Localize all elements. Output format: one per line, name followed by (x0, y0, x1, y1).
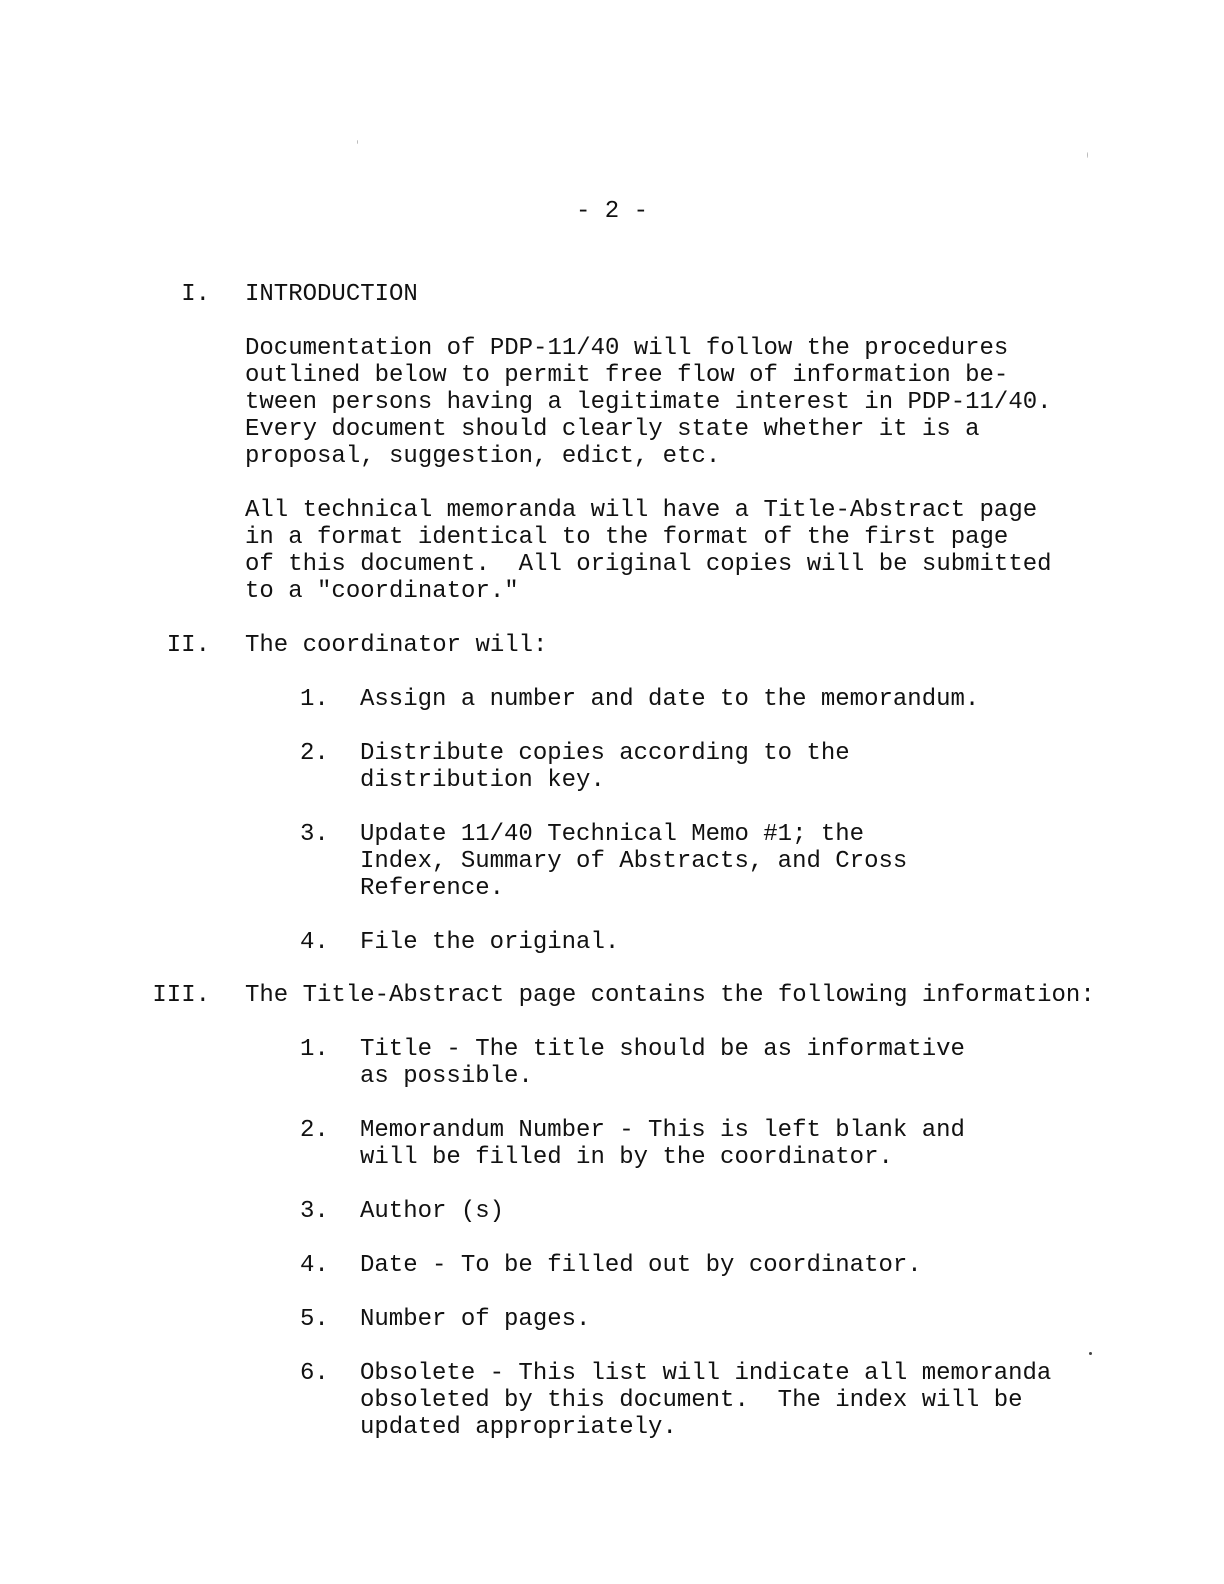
section-3-heading: The Title-Abstract page contains the following information: (245, 982, 1095, 1009)
paragraph-line: of this document. All original copies will be submitted (245, 551, 1052, 578)
paragraph-line: tween persons having a legitimate interest in PDP-11/40. (245, 389, 1052, 416)
list-item-text: Assign a number and date to the memorandum. (360, 686, 980, 713)
list-item-number: 3. (300, 1198, 329, 1225)
scan-speck (357, 140, 358, 144)
list-item-number: 3. (300, 821, 329, 848)
section-1-heading: INTRODUCTION (245, 281, 418, 308)
list-item-text: File the original. (360, 929, 620, 956)
list-item-text: updated appropriately. (360, 1414, 677, 1441)
list-item-text: will be filled in by the coordinator. (360, 1144, 893, 1171)
list-item-text: Date - To be filled out by coordinator. (360, 1252, 922, 1279)
section-1-label: I. (181, 281, 210, 308)
paragraph-line: All technical memoranda will have a Title-Abstract page (245, 497, 1038, 524)
list-item-text: Obsolete - This list will indicate all memoranda (360, 1360, 1052, 1387)
list-item-text: Reference. (360, 875, 505, 902)
scan-speck (1089, 1352, 1092, 1355)
section-2-label: II. (166, 632, 210, 659)
list-item-text: distribution key. (360, 767, 605, 794)
paragraph-line: outlined below to permit free flow of information be- (245, 362, 1009, 389)
section-3-label: III. (152, 982, 210, 1009)
list-item-text: obsoleted by this document. The index will be (360, 1387, 1023, 1414)
section-2-heading: The coordinator will: (245, 632, 548, 659)
list-item-number: 4. (300, 929, 329, 956)
page-number: - 2 - (575, 198, 648, 225)
list-item-text: Number of pages. (360, 1306, 591, 1333)
list-item-text: as possible. (360, 1063, 533, 1090)
paragraph-line: proposal, suggestion, edict, etc. (245, 443, 721, 470)
list-item-text: Title - The title should be as informative (360, 1036, 965, 1063)
paragraph-line: Documentation of PDP-11/40 will follow the procedures (245, 335, 1009, 362)
list-item-text: Distribute copies according to the (360, 740, 850, 767)
list-item-number: 2. (300, 1117, 329, 1144)
paragraph-line: to a "coordinator." (245, 578, 519, 605)
paragraph-line: in a format identical to the format of the first page (245, 524, 1009, 551)
list-item-text: Author (s) (360, 1198, 505, 1225)
list-item-text: Index, Summary of Abstracts, and Cross (360, 848, 908, 875)
scan-speck (1087, 152, 1088, 158)
list-item-text: Update 11/40 Technical Memo #1; the (360, 821, 865, 848)
list-item-number: 6. (300, 1360, 329, 1387)
list-item-number: 5. (300, 1306, 329, 1333)
list-item-text: Memorandum Number - This is left blank and (360, 1117, 965, 1144)
list-item-number: 1. (300, 686, 329, 713)
paragraph-line: Every document should clearly state whether it is a (245, 416, 980, 443)
list-item-number: 2. (300, 740, 329, 767)
list-item-number: 1. (300, 1036, 329, 1063)
list-item-number: 4. (300, 1252, 329, 1279)
